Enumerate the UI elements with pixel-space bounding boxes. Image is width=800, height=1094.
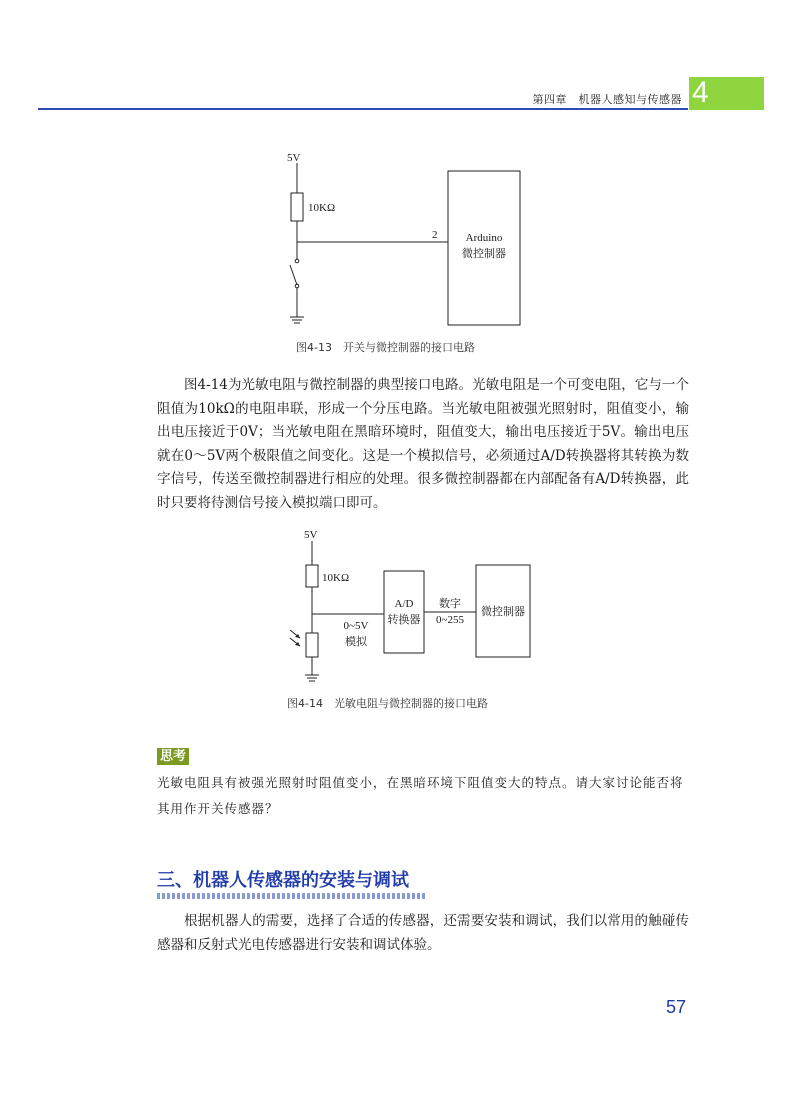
adc-label-1: A/D: [394, 598, 414, 610]
digital-range-label: 0~255: [436, 614, 464, 626]
figure-4-13-diagram: [270, 145, 540, 335]
pin-label: 2: [432, 229, 438, 241]
think-text: 光敏电阻具有被强光照射时阻值变小，在黑暗环境下阻值变大的特点。请大家讨论能否将其用作开关传感器？: [157, 775, 684, 816]
light-arrowheads: [295, 634, 300, 646]
figure-4-14-caption: 图4-14 光敏电阻与微控制器的接口电路: [287, 697, 488, 710]
chapter-number: 4: [692, 76, 709, 109]
adc-box: [384, 571, 424, 653]
arduino-label: Arduino: [465, 232, 503, 244]
switch-contact-top: [295, 259, 299, 263]
analog-range-label: 0~5V: [343, 620, 369, 632]
switch-lever: [290, 265, 297, 285]
analog-label: 模拟: [345, 635, 367, 648]
mcu-label: 微控制器: [481, 605, 525, 618]
supply-label: 5V: [304, 529, 318, 541]
header-rule: [38, 108, 688, 110]
figure-4-14-diagram: [280, 525, 540, 690]
running-header: 第四章 机器人感知与传感器: [532, 93, 682, 106]
resistor-10k: [291, 193, 303, 221]
resistor-label: 10KΩ: [322, 572, 350, 584]
resistor-10k: [306, 565, 318, 587]
adc-label-2: 转换器: [387, 613, 421, 626]
body-paragraph-1: 图4-14为光敏电阻与微控制器的典型接口电路。光敏电阻是一个可变电阻，它与一个阻值为10kΩ的电阻串联，形成一个分压电路。当光敏电阻被强光照射时，阻值变小，输出电压接近于0V；当光敏电阻在黑暗环境时，阻值变大，输出电压接近于5V。输出电压就在0～5V两个极限值之间变化。这是一个模拟信号，必须通过A/D转换器将其转换为数字信号，传送至微控制器进行相应的处理。很多微控制器都在内部配备有A/D转换器，此时只要将待测信号接入模拟端口即可。: [157, 377, 689, 511]
section-title: 三、机器人传感器的安装与调试: [157, 870, 409, 891]
section-paragraph: 根据机器人的需要，选择了合适的传感器，还需要安装和调试，我们以常用的触碰传感器和反射式光电传感器进行安装和调试体验。: [157, 913, 689, 953]
mcu-label: 微控制器: [462, 247, 506, 260]
section-rule: [157, 893, 425, 899]
photoresistor: [306, 633, 318, 657]
figure-4-13-caption: 图4-13 开关与微控制器的接口电路: [296, 341, 475, 354]
digital-label: 数字: [439, 597, 461, 610]
supply-label: 5V: [287, 152, 301, 164]
page-number: 57: [666, 997, 687, 1017]
resistor-label: 10KΩ: [308, 202, 336, 214]
think-label: 思考: [157, 748, 189, 765]
